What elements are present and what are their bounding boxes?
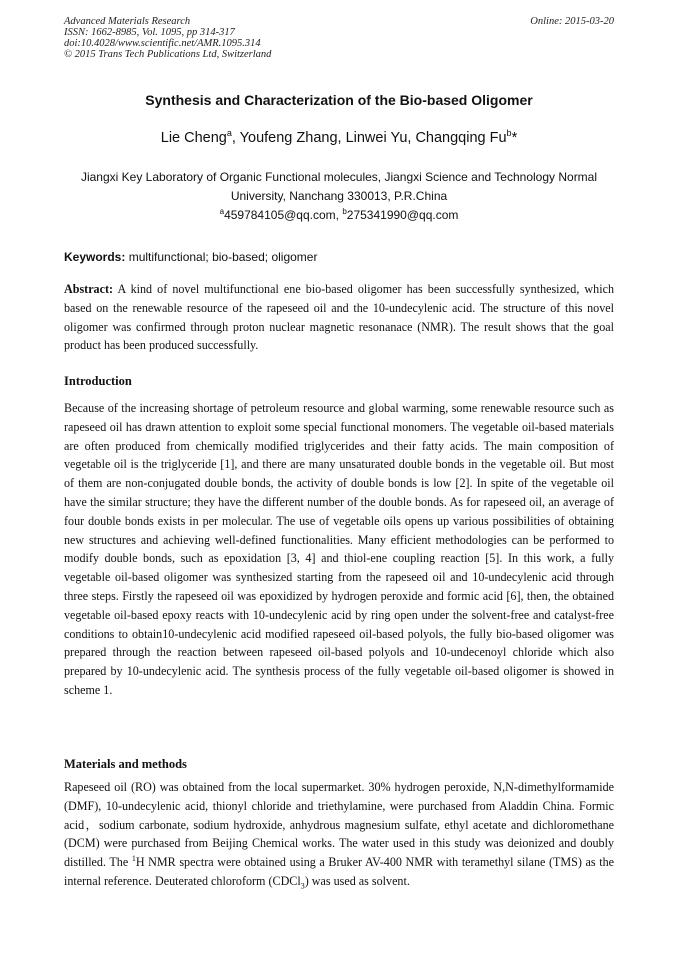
section-heading-materials: Materials and methods — [64, 757, 187, 771]
journal-name: Advanced Materials Research — [64, 16, 191, 27]
abstract — [64, 280, 614, 355]
superscript: 1 — [131, 854, 136, 864]
abstract-label: Abstract: — [64, 282, 114, 296]
corresponding-mark: * — [511, 130, 518, 146]
issn-line: ISSN: 1662-8985, Vol. 1095, pp 314-317 — [64, 27, 235, 38]
copyright-line: © 2015 Trans Tech Publications Ltd, Switzerland — [64, 49, 272, 60]
affiliation: Jiangxi Key Laboratory of Organic Functional molecules, Jiangxi Science and Technology Normal University, Nanchang 330013, P.R.China — [80, 170, 598, 203]
author-name: Lie Cheng — [160, 130, 227, 146]
materials-text-part: ) was used as solvent. — [304, 873, 410, 888]
introduction-text: Because of the increasing shortage of petroleum resource and global warming, some renewable resource such as rapeseed oil has drawn attention to exploit some special functional monomers. The vegetable oil-based materials are often produced from chemically modified triglycerides and their fatty acids. The main composition of vegetable oil is the triglyceride [1], and there are many unsaturated double bonds in the vegetable oil. But most of them are non-conjugated double bonds, the activity of double bonds is low [2]. In spite of the vegetable oil have the similar structure; they have the different number of the double bonds. As for rapeseed oil, an average of four double bonds exists in per molecular. The use of vegetable oils opens up various possibilities of obtaining new structures and achieving well-defined functionalities. Many efficient methodologies can be performed to modify double bonds, such as epoxidation [3, 4] and thiol-ene coupling reaction [5]. In this work, a fully vegetable oil-based oligomer was synthesized starting from the rapeseed oil and 10-undecylenic acid through three steps. Firstly the rapeseed oil was epoxidized by hydrogen peroxide and formic acid [6], then, the obtained vegetable oil-based epoxy reacts with 10-undecylenic acid by ring open under the solvent-free and catalyst-free conditions to obtain10-undecylenic acid modified rapeseed oil-based polyols, the fully bio-based oligomer was prepared through the reaction between rapeseed oil-based polyols and 10-undecenoyl chloride which also prepared by 10-undecylenic acid. The synthesis process of the fully vegetable oil-based oligomer is showed in scheme 1. — [64, 401, 614, 697]
paper-title: Synthesis and Characterization of the Bio-based Oligomer — [145, 92, 533, 108]
materials-text-part: Rapeseed oil (RO) was obtained from the local supermarket. 30% hydrogen peroxide, N,N-dimethylformamide (DMF), 10-undecylenic acid, thionyl chloride and triethylamine, were purchased from Aladdin China. Formic acid，sodium carbonate, sodium hydroxide, anhydrous magnesium sulfate, ethyl acetate and dichloromethane (DCM) were purchased from Beijing Chemical works. The water used in this study was deionized and doubly distilled. The — [64, 780, 614, 870]
keywords-text: multifunctional; bio-based; oligomer — [125, 250, 318, 264]
email-line — [0, 208, 678, 222]
doi-line: doi:10.4028/www.scientific.net/AMR.1095.314 — [64, 38, 261, 49]
email-mark: b — [342, 207, 347, 216]
keywords — [64, 250, 317, 264]
affiliation-mark: b — [506, 128, 512, 139]
email-mark: a — [219, 207, 225, 216]
author-list — [0, 130, 678, 146]
online-date: Online: 2015-03-20 — [530, 16, 614, 27]
subscript: 3 — [300, 881, 305, 891]
email: 459784105@qq.com, — [224, 208, 343, 222]
email: 275341990@qq.com — [346, 208, 459, 222]
author-names: , Youfeng Zhang, Linwei Yu, Changqing Fu — [231, 130, 507, 146]
keywords-label: Keywords: — [64, 250, 126, 264]
journal-header — [64, 16, 271, 60]
section-heading-introduction: Introduction — [64, 374, 132, 388]
materials-text — [64, 778, 614, 891]
affiliation-mark: a — [226, 128, 232, 139]
abstract-text: A kind of novel multifunctional ene bio-based oligomer has been successfully synthesized, which based on the renewable resource of the rapeseed oil and the 10-undecylenic acid. The structure of this novel oligomer was confirmed through proton nuclear magnetic resonanace (NMR). The result shows that the goal product has been produced successfully. — [64, 282, 614, 353]
materials-text-part: H NMR spectra were obtained using a Bruker AV-400 NMR with teramethyl silane (TMS) as the internal reference. Deuterated chloroform (CDCl — [64, 855, 614, 888]
